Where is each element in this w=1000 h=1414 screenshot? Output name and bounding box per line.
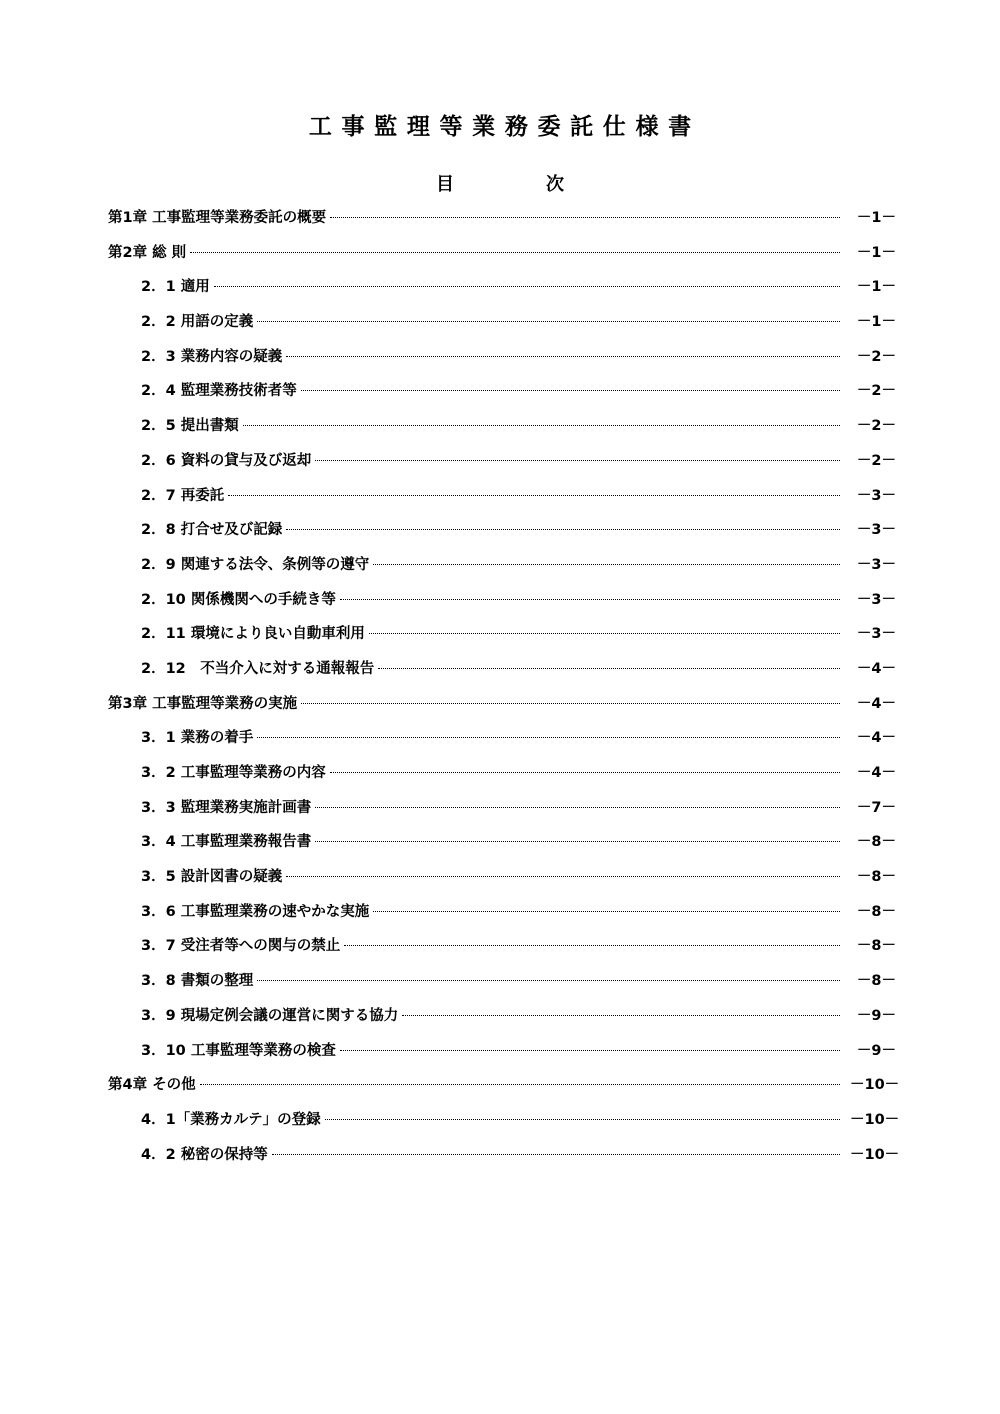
toc-entry-label: 3．9 現場定例会議の運営に関する協力 xyxy=(141,1007,399,1024)
toc-dot-leader xyxy=(340,599,840,600)
toc-chapter-entry[interactable] xyxy=(108,204,896,239)
toc-entry-label: 2．5 提出書類 xyxy=(141,418,239,435)
toc-page-number: －2－ xyxy=(856,348,896,365)
toc-section-entry[interactable] xyxy=(108,759,896,794)
toc-section-entry[interactable] xyxy=(108,932,896,967)
toc-heading-right: 次 xyxy=(546,174,564,195)
toc-dot-leader xyxy=(373,564,840,565)
toc-dot-leader xyxy=(228,495,840,496)
toc-page-number: －9－ xyxy=(856,1042,896,1059)
toc-dot-leader xyxy=(315,460,840,461)
toc-page-number: －10－ xyxy=(850,1146,900,1163)
toc-entry-label: 4．2 秘密の保持等 xyxy=(141,1146,268,1163)
toc-dot-leader xyxy=(257,321,840,322)
toc-section-entry[interactable] xyxy=(108,516,896,551)
toc-dot-leader xyxy=(378,668,840,669)
toc-section-entry[interactable] xyxy=(108,794,896,829)
toc-section-entry[interactable] xyxy=(108,482,896,517)
toc-page-number: －2－ xyxy=(856,452,896,469)
toc-entry-label: 2．7 再委託 xyxy=(141,487,225,504)
toc-page-number: －9－ xyxy=(856,1007,896,1024)
toc-heading xyxy=(0,170,1000,196)
toc-entry-label: 3．3 監理業務実施計画書 xyxy=(141,799,312,816)
toc-page-number: －1－ xyxy=(856,210,896,226)
toc-page-number: －7－ xyxy=(856,799,896,816)
toc-section-entry[interactable] xyxy=(108,308,896,343)
toc-section-entry[interactable] xyxy=(108,1037,896,1072)
toc-chapter-entry[interactable] xyxy=(108,1071,900,1106)
document-title: 工事監理等業務委託仕様書 xyxy=(308,114,701,140)
toc-entry-label: 2．10 関係機関への手続き等 xyxy=(141,591,336,608)
toc-dot-leader xyxy=(301,390,840,391)
toc-dot-leader xyxy=(315,841,840,842)
toc-dot-leader xyxy=(257,980,840,981)
toc-entry-label: 2．8 打合せ及び記録 xyxy=(141,522,283,539)
toc-dot-leader xyxy=(301,703,840,704)
toc-section-entry[interactable] xyxy=(108,586,896,621)
toc-entry-label: 第3章 工事監理等業務の実施 xyxy=(108,695,298,712)
toc-page-number: －3－ xyxy=(856,487,896,504)
toc-page-number: －4－ xyxy=(856,765,896,781)
table-of-contents xyxy=(108,204,900,1175)
toc-entry-label: 2．12 不当介入に対する通報報告 xyxy=(141,660,375,677)
toc-chapter-entry[interactable] xyxy=(108,690,896,725)
toc-dot-leader xyxy=(344,945,840,946)
toc-entry-label: 3．4 工事監理業務報告書 xyxy=(141,834,312,851)
toc-dot-leader xyxy=(214,286,840,287)
toc-heading-left: 目 xyxy=(436,174,454,195)
toc-page-number: －3－ xyxy=(856,522,896,539)
toc-entry-label: 3．1 業務の着手 xyxy=(141,730,254,747)
toc-section-entry[interactable] xyxy=(108,447,896,482)
toc-dot-leader xyxy=(330,217,840,218)
toc-dot-leader xyxy=(325,1119,840,1120)
toc-dot-leader xyxy=(315,807,840,808)
toc-section-entry[interactable] xyxy=(108,898,896,933)
toc-section-entry[interactable] xyxy=(108,273,896,308)
toc-entry-label: 2．6 資料の貸与及び返却 xyxy=(141,452,312,469)
toc-page-number: －8－ xyxy=(856,869,896,886)
toc-entry-label: 3．8 書類の整理 xyxy=(141,973,254,990)
toc-section-entry[interactable] xyxy=(108,828,896,863)
toc-page-number: －4－ xyxy=(856,695,896,712)
toc-section-entry[interactable] xyxy=(108,1002,896,1037)
toc-page-number: －1－ xyxy=(856,314,896,331)
toc-entry-label: 第1章 工事監理等業務委託の概要 xyxy=(108,210,327,226)
toc-entry-label: 3．7 受注者等への関与の禁止 xyxy=(141,938,341,955)
toc-entry-label: 4．1「業務カルテ」の登録 xyxy=(141,1111,321,1128)
toc-entry-label: 2．3 業務内容の疑義 xyxy=(141,348,283,365)
toc-page-number: －3－ xyxy=(856,626,896,643)
toc-dot-leader xyxy=(257,737,840,738)
toc-dot-leader xyxy=(243,425,840,426)
toc-entry-label: 第4章 その他 xyxy=(108,1077,196,1094)
toc-page-number: －3－ xyxy=(856,591,896,608)
toc-entry-label: 3．6 工事監理業務の速やかな実施 xyxy=(141,903,370,920)
toc-page-number: －8－ xyxy=(856,834,896,851)
toc-dot-leader xyxy=(272,1154,840,1155)
toc-entry-label: 3．10 工事監理等業務の検査 xyxy=(141,1042,336,1059)
toc-dot-leader xyxy=(373,911,840,912)
toc-section-entry[interactable] xyxy=(108,343,896,378)
toc-page-number: －3－ xyxy=(856,556,896,573)
toc-entry-label: 3．5 設計図書の疑義 xyxy=(141,869,283,886)
toc-dot-leader xyxy=(286,876,840,877)
toc-section-entry[interactable] xyxy=(108,967,896,1002)
toc-section-entry[interactable] xyxy=(108,412,896,447)
toc-page-number: －4－ xyxy=(856,730,896,747)
toc-dot-leader xyxy=(286,356,840,357)
toc-section-entry[interactable] xyxy=(108,1106,900,1141)
toc-dot-leader xyxy=(190,252,840,253)
toc-page-number: －1－ xyxy=(856,279,896,296)
toc-section-entry[interactable] xyxy=(108,551,896,586)
toc-page-number: －8－ xyxy=(856,938,896,955)
toc-entry-label: 2．4 監理業務技術者等 xyxy=(141,383,297,400)
toc-dot-leader xyxy=(330,772,840,773)
toc-entry-label: 2．9 関連する法令、条例等の遵守 xyxy=(141,556,370,573)
toc-page-number: －1－ xyxy=(856,244,896,261)
toc-page-number: －10－ xyxy=(850,1111,900,1128)
toc-dot-leader xyxy=(369,633,840,634)
toc-page-number: －8－ xyxy=(856,973,896,990)
toc-section-entry[interactable] xyxy=(108,655,896,690)
toc-dot-leader xyxy=(286,529,840,530)
toc-chapter-entry[interactable] xyxy=(108,239,896,274)
toc-page-number: －4－ xyxy=(856,660,896,677)
toc-entry-label: 2．2 用語の定義 xyxy=(141,314,254,331)
toc-section-entry[interactable] xyxy=(108,620,896,655)
toc-dot-leader xyxy=(200,1084,840,1085)
toc-entry-label: 第2章 総 則 xyxy=(108,244,187,261)
toc-page-number: －8－ xyxy=(856,903,896,920)
toc-section-entry[interactable] xyxy=(108,1141,900,1176)
toc-section-entry[interactable] xyxy=(108,863,896,898)
toc-dot-leader xyxy=(340,1050,840,1051)
toc-section-entry[interactable] xyxy=(108,724,896,759)
toc-page-number: －10－ xyxy=(850,1077,900,1094)
toc-entry-label: 3．2 工事監理等業務の内容 xyxy=(141,765,326,781)
toc-section-entry[interactable] xyxy=(108,377,896,412)
toc-page-number: －2－ xyxy=(856,418,896,435)
toc-entry-label: 2．1 適用 xyxy=(141,279,210,296)
toc-entry-label: 2．11 環境により良い自動車利用 xyxy=(141,626,365,643)
toc-dot-leader xyxy=(402,1015,840,1016)
toc-page-number: －2－ xyxy=(856,383,896,400)
